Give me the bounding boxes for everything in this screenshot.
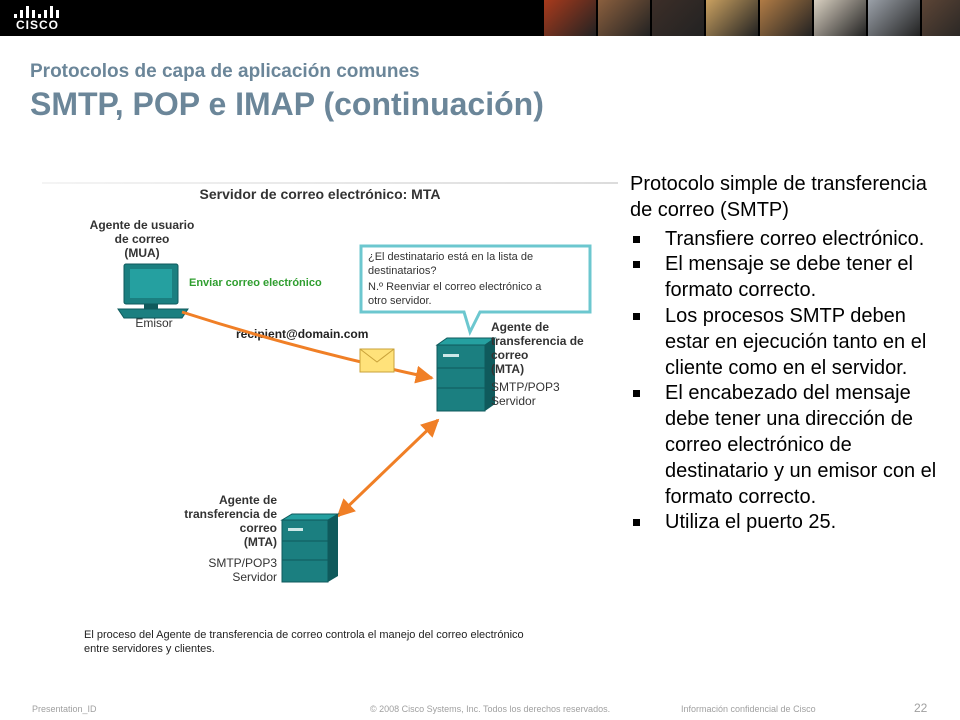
square-bullet-icon: [633, 519, 640, 526]
computer-icon: [118, 264, 188, 318]
mta1-sub-line-1: SMTP/POP3: [491, 380, 560, 394]
logo-wordmark: CISCO: [16, 18, 60, 32]
smtp-heading: Protocolo simple de transferencia de correo (SMTP): [630, 173, 927, 221]
bullet-text: El mensaje se debe tener el formato correcto.: [665, 253, 913, 302]
square-bullet-icon: [633, 261, 640, 268]
slide-subtitle: Protocolos de capa de aplicación comunes: [30, 61, 420, 82]
mta2-label-line-1: Agente de: [218, 493, 277, 507]
recipient-address: recipient@domain.com: [236, 327, 369, 341]
relay-arrow: [338, 420, 438, 516]
mua-label-line-3: (MUA): [124, 246, 160, 260]
envelope-icon: [360, 349, 394, 372]
mta2-label-line-3: correo: [239, 521, 277, 535]
footer-presentation-id: Presentation_ID: [32, 704, 97, 714]
send-email-label: Enviar correo electrónico: [189, 277, 322, 289]
square-bullet-icon: [633, 313, 640, 320]
diagram-caption: El proceso del Agente de transferencia de correo controla el manejo del correo electrónico entre servidores y clientes.: [84, 629, 524, 655]
mta1-label-line-1: Agente de: [491, 320, 550, 334]
diagram-title: Servidor de correo electrónico: MTA: [199, 186, 441, 202]
bullet-text: Transfiere correo electrónico.: [665, 227, 925, 250]
mta1-label-line-2: transferencia de: [491, 334, 584, 348]
server-icon-mta1: [437, 338, 495, 411]
bullet-text: El encabezado del mensaje debe tener una dirección de correo electrónico de destinatario y un emisor con el formato correcto.: [665, 382, 937, 508]
callout-line-2: destinatarios?: [368, 265, 437, 277]
callout-line-4: otro servidor.: [368, 295, 432, 307]
square-bullet-icon: [633, 236, 640, 243]
server-icon-mta2: [282, 514, 338, 582]
smtp-description: [630, 172, 948, 536]
mua-label-line-1: Agente de usuario: [89, 218, 195, 232]
mta2-sub-line-2: Servidor: [232, 570, 277, 584]
bullet-item: [630, 510, 948, 536]
bullet-item: [630, 227, 948, 253]
mta1-sub-line-2: Servidor: [491, 394, 536, 408]
mta2-sub-line-1: SMTP/POP3: [208, 556, 277, 570]
bullet-text: Utiliza el puerto 25.: [665, 511, 837, 534]
mta2-label-line-4: (MTA): [243, 535, 277, 549]
bullet-item: [630, 381, 948, 510]
bullet-item: [630, 252, 948, 304]
mua-label-line-2: de correo: [114, 232, 170, 246]
mta2-label-line-2: transferencia de: [184, 507, 277, 521]
footer-confidential: Información confidencial de Cisco: [681, 704, 816, 714]
slide-title: SMTP, POP e IMAP (continuación): [30, 86, 544, 122]
bullet-text: Los procesos SMTP deben estar en ejecución tanto en el cliente como en el servidor.: [665, 304, 927, 379]
footer-copyright: © 2008 Cisco Systems, Inc. Todos los derechos reservados.: [370, 704, 611, 714]
callout-line-3: N.º Reenviar el correo electrónico a: [368, 281, 542, 293]
square-bullet-icon: [633, 390, 640, 397]
mta1-label-line-4: (MTA): [491, 362, 525, 376]
page-number: 22: [914, 701, 928, 715]
mta1-label-line-3: correo: [491, 348, 529, 362]
bullet-item: [630, 304, 948, 381]
smtp-bullet-list: [630, 227, 948, 537]
sender-label: Emisor: [135, 316, 173, 330]
callout-line-1: ¿El destinatario está en la lista de: [368, 251, 534, 263]
